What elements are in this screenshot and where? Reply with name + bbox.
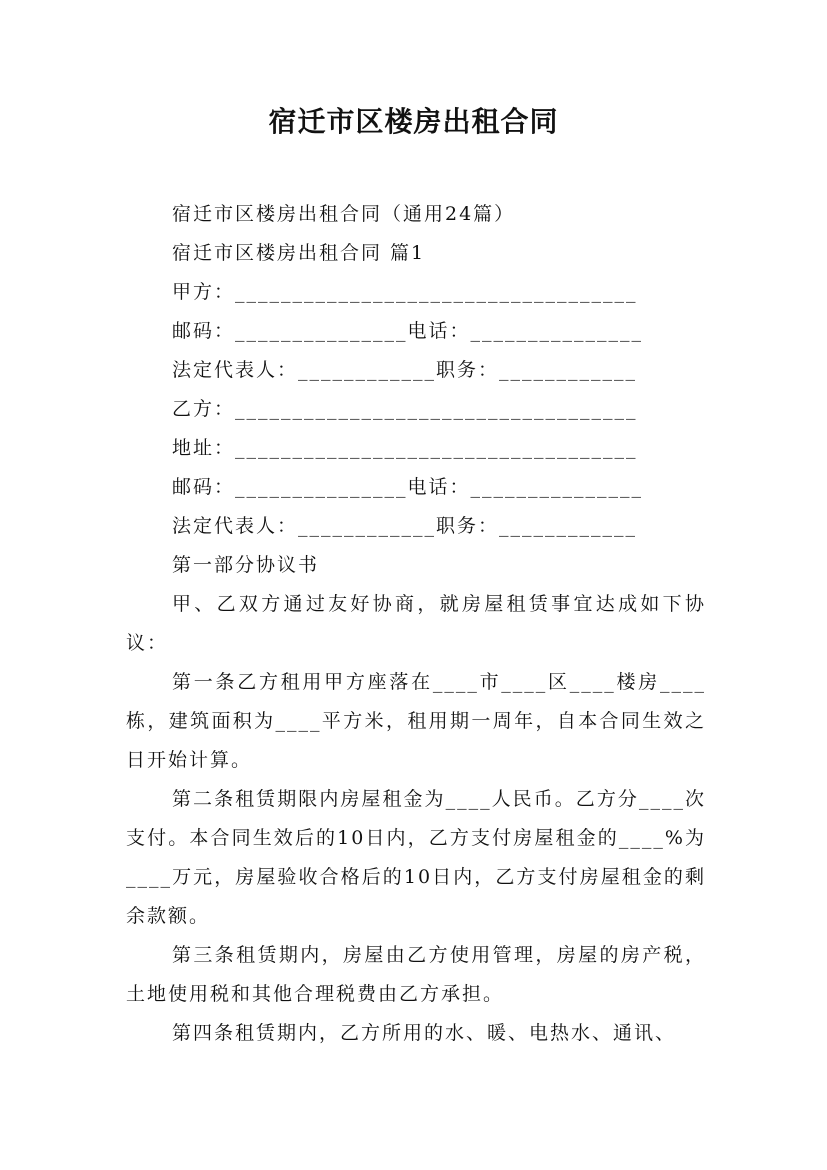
party-b-field: 乙方：___________________________________: [172, 398, 638, 420]
subtitle-line: 宿迁市区楼房出租合同（通用24篇）: [172, 203, 516, 225]
party-a-postcode-phone: 邮码：_______________电话：_______________: [172, 320, 644, 342]
party-a-representative: 法定代表人：____________职务：____________: [172, 359, 638, 381]
paragraph-article-3: 第三条租赁期内，房屋由乙方使用管理，房屋的房产税，土地使用税和其他合理税费由乙方承担。: [126, 944, 706, 1005]
party-a-field: 甲方：___________________________________: [172, 281, 638, 303]
part-heading: 宿迁市区楼房出租合同 篇1: [172, 242, 426, 264]
paragraph-intro: 甲、乙双方通过友好协商，就房屋租赁事宜达成如下协议：: [126, 593, 706, 654]
paragraph-article-2: 第二条租赁期限内房屋租金为____人民币。乙方分____次支付。本合同生效后的10日内，乙方支付房屋租金的____%为____万元，房屋验收合格后的10日内，乙方支付房屋租金的剩余款额。: [126, 788, 706, 927]
document-body: [126, 195, 706, 1053]
document-title: 宿迁市区楼房出租合同: [268, 105, 559, 138]
paragraph-article-1: 第一条乙方租用甲方座落在____市____区____楼房____栋，建筑面积为____平方米，租用期一周年，自本合同生效之日开始计算。: [126, 671, 706, 771]
party-b-address: 地址：___________________________________: [172, 437, 638, 459]
paragraph-article-4: 第四条租赁期内，乙方所用的水、暖、电热水、通讯、: [172, 1022, 677, 1044]
party-b-representative: 法定代表人：____________职务：____________: [172, 515, 638, 537]
section-heading: 第一部分协议书: [172, 554, 320, 576]
party-b-postcode-phone: 邮码：_______________电话：_______________: [172, 476, 644, 498]
